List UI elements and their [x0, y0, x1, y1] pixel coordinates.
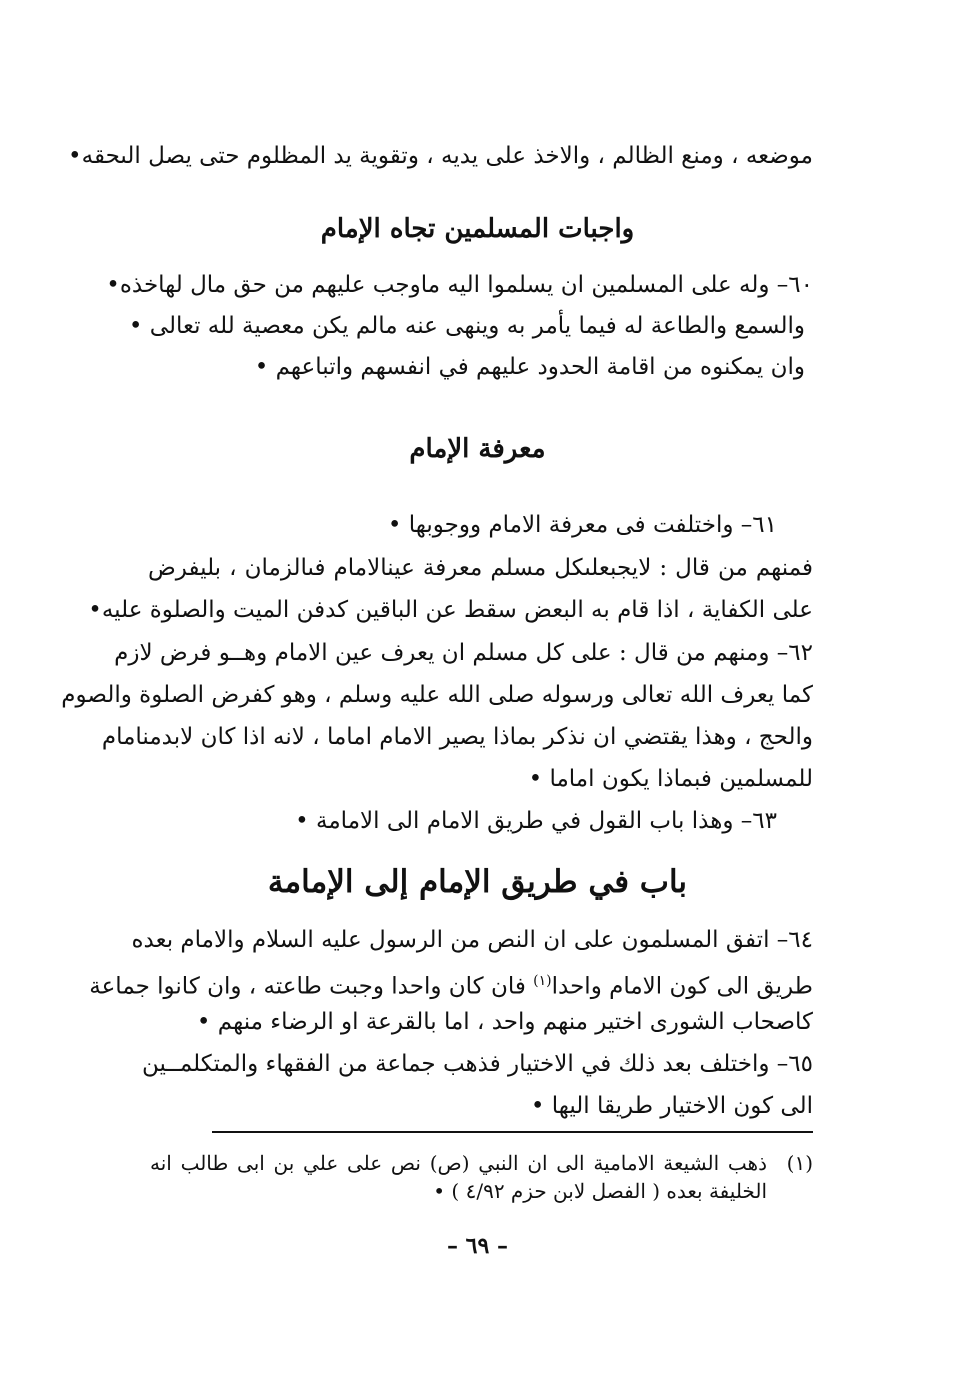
footnote-line: ذهب الشيعة الامامية الى ان النبي (ص) نص على علي بن ابى طالب انه — [150, 1151, 767, 1175]
text-line: كاصحاب الشورى اختير منهم واحد ، اما بالقرعة او الرضاء منهم • — [196, 1009, 813, 1035]
page-number: – ٦٩ – — [447, 1233, 508, 1259]
text-line: والسمع والطاعة له فيما يأمر به وينهى عنه مالم يكن معصية لله تعالى • — [128, 313, 805, 339]
text-line: كما يعرف الله تعالى ورسوله صلى الله عليه وسلم ، وهو كفرض الصلوة والصوم — [61, 682, 813, 708]
section-heading-knowing-imam: معرفة الإمام — [409, 434, 546, 464]
text-segment: طريق الى كون الامام واحدا — [551, 973, 813, 1000]
text-line: على الكفاية ، اذا قام به البعض سقط عن الباقين كدفن الميت والصلوة عليه• — [88, 597, 813, 623]
footnote-line: الخليفة بعده ( الفصل لابن حزم ٤/٩٢ ) • — [433, 1179, 767, 1203]
text-line: ٦٥– واختلف بعد ذلك في الاختيار فذهب جماعة من الفقهاء والمتكلمــين — [141, 1051, 813, 1077]
chapter-heading-path-to-imamate: باب في طريق الإمام إلى الإمامة — [267, 864, 688, 900]
text-line: للمسلمين فبماذا يكون اماما • — [528, 766, 813, 792]
text-line: ٦٢– ومنهم من قال : على كل مسلم ان يعرف عين الامام وهــو فرض لازم — [114, 640, 813, 666]
text-line: ٦٠– وله على المسلمين ان يسلموا اليه ماوجب عليهم من حق مال لهاخذه• — [106, 272, 813, 298]
text-line: ٦٤– اتفق المسلمون على ان النص من الرسول عليه السلام والامام بعده — [131, 927, 813, 953]
text-line: ٦٣– وهذا باب القول في طريق الامام الى الامامة • — [295, 808, 777, 834]
footnote-reference: (١) — [533, 973, 552, 989]
section-heading-duties: واجبات المسلمين تجاه الإمام — [320, 214, 635, 244]
footnote-divider — [212, 1131, 813, 1133]
footnote-marker: (١) — [786, 1151, 813, 1175]
text-line: فمنهم من قال : لايجبعلىكل مسلم معرفة عينالامام فىالزمان ، بليفرض — [148, 555, 813, 581]
text-line — [89, 966, 813, 1002]
text-line: ٦١– واختلفت فى معرفة الامام ووجوبها • — [387, 512, 777, 538]
text-line: الى كون الاختيار طريقا اليها • — [530, 1093, 813, 1119]
text-segment: فان كان واحدا وجبت طاعته ، وان كانوا جماعة — [89, 973, 534, 1000]
text-line: موضعه ، ومنع الظالم ، والاخذ على يديه ، وتقوية يد المظلوم حتى يصل الىحقه• — [68, 143, 813, 169]
text-line: والحج ، وهذا يقتضي ان نذكر بماذا يصير الامام اماما ، لانه اذا كان لابدمنامام — [101, 724, 813, 750]
text-line: وان يمكنوه من اقامة الحدود عليهم في انفسهم واتباعهم • — [254, 354, 805, 380]
